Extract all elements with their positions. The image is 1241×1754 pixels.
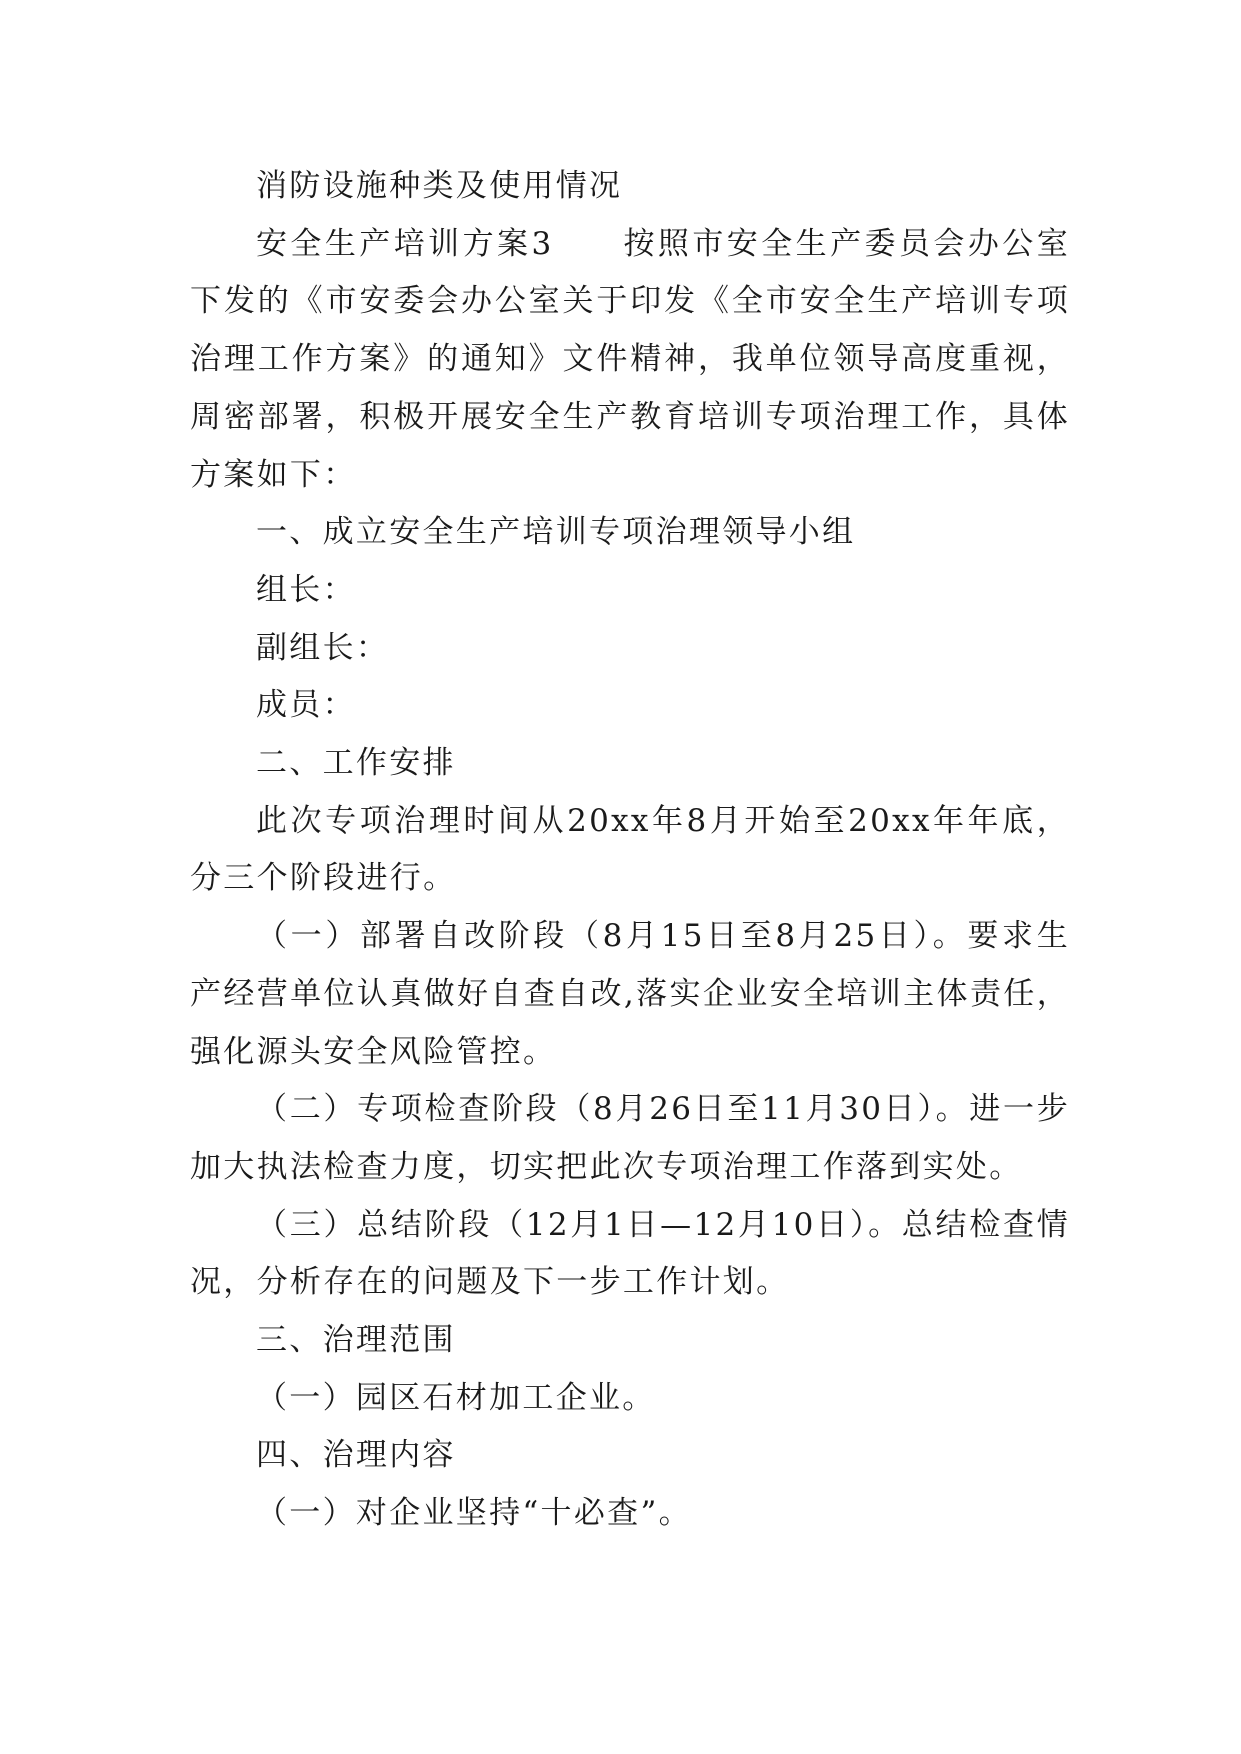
paragraph-group-leader: 组长： <box>256 571 356 608</box>
document-body <box>190 158 1070 1543</box>
paragraph-scope-one: （一）园区石材加工企业。 <box>256 1379 656 1416</box>
paragraph-members: 成员： <box>256 687 356 724</box>
paragraph-schedule: 此次专项治理时间从20xx年8月开始至20xx年年底，分三个阶段进行。 <box>190 802 1070 897</box>
paragraph-phase-one: （一）部署自改阶段（8月15日至8月25日）。要求生产经营单位认真做好自查自改,落实企业安全培训主体责任，强化源头安全风险管控。 <box>190 918 1070 1070</box>
paragraph-phase-two: （二）专项检查阶段（8月26日至11月30日）。进一步加大执法检查力度，切实把此次专项治理工作落到实处。 <box>190 1091 1070 1185</box>
heading-section-four: 四、治理内容 <box>256 1437 456 1474</box>
heading-section-two: 二、工作安排 <box>256 745 456 782</box>
paragraph-fire-facilities: 消防设施种类及使用情况 <box>256 168 623 204</box>
heading-section-one: 一、成立安全生产培训专项治理领导小组 <box>256 514 856 551</box>
paragraph-phase-three: （三）总结阶段（12月1日—12月10日）。总结检查情况，分析存在的问题及下一步工作计划。 <box>190 1206 1070 1301</box>
paragraph-content-one: （一）对企业坚持“十必查”。 <box>256 1495 692 1532</box>
heading-section-three: 三、治理范围 <box>256 1322 456 1359</box>
paragraph-training-plan-intro: 安全生产培训方案3 按照市安全生产委员会办公室下发的《市安委会办公室关于印发《全市安全生产培训专项治理工作方案》的通知》文件精神，我单位领导高度重视，周密部署，积极开展安全生产教育培训专项治理工作，具体方案如下： <box>190 225 1070 493</box>
paragraph-deputy-leader: 副组长： <box>256 629 390 666</box>
